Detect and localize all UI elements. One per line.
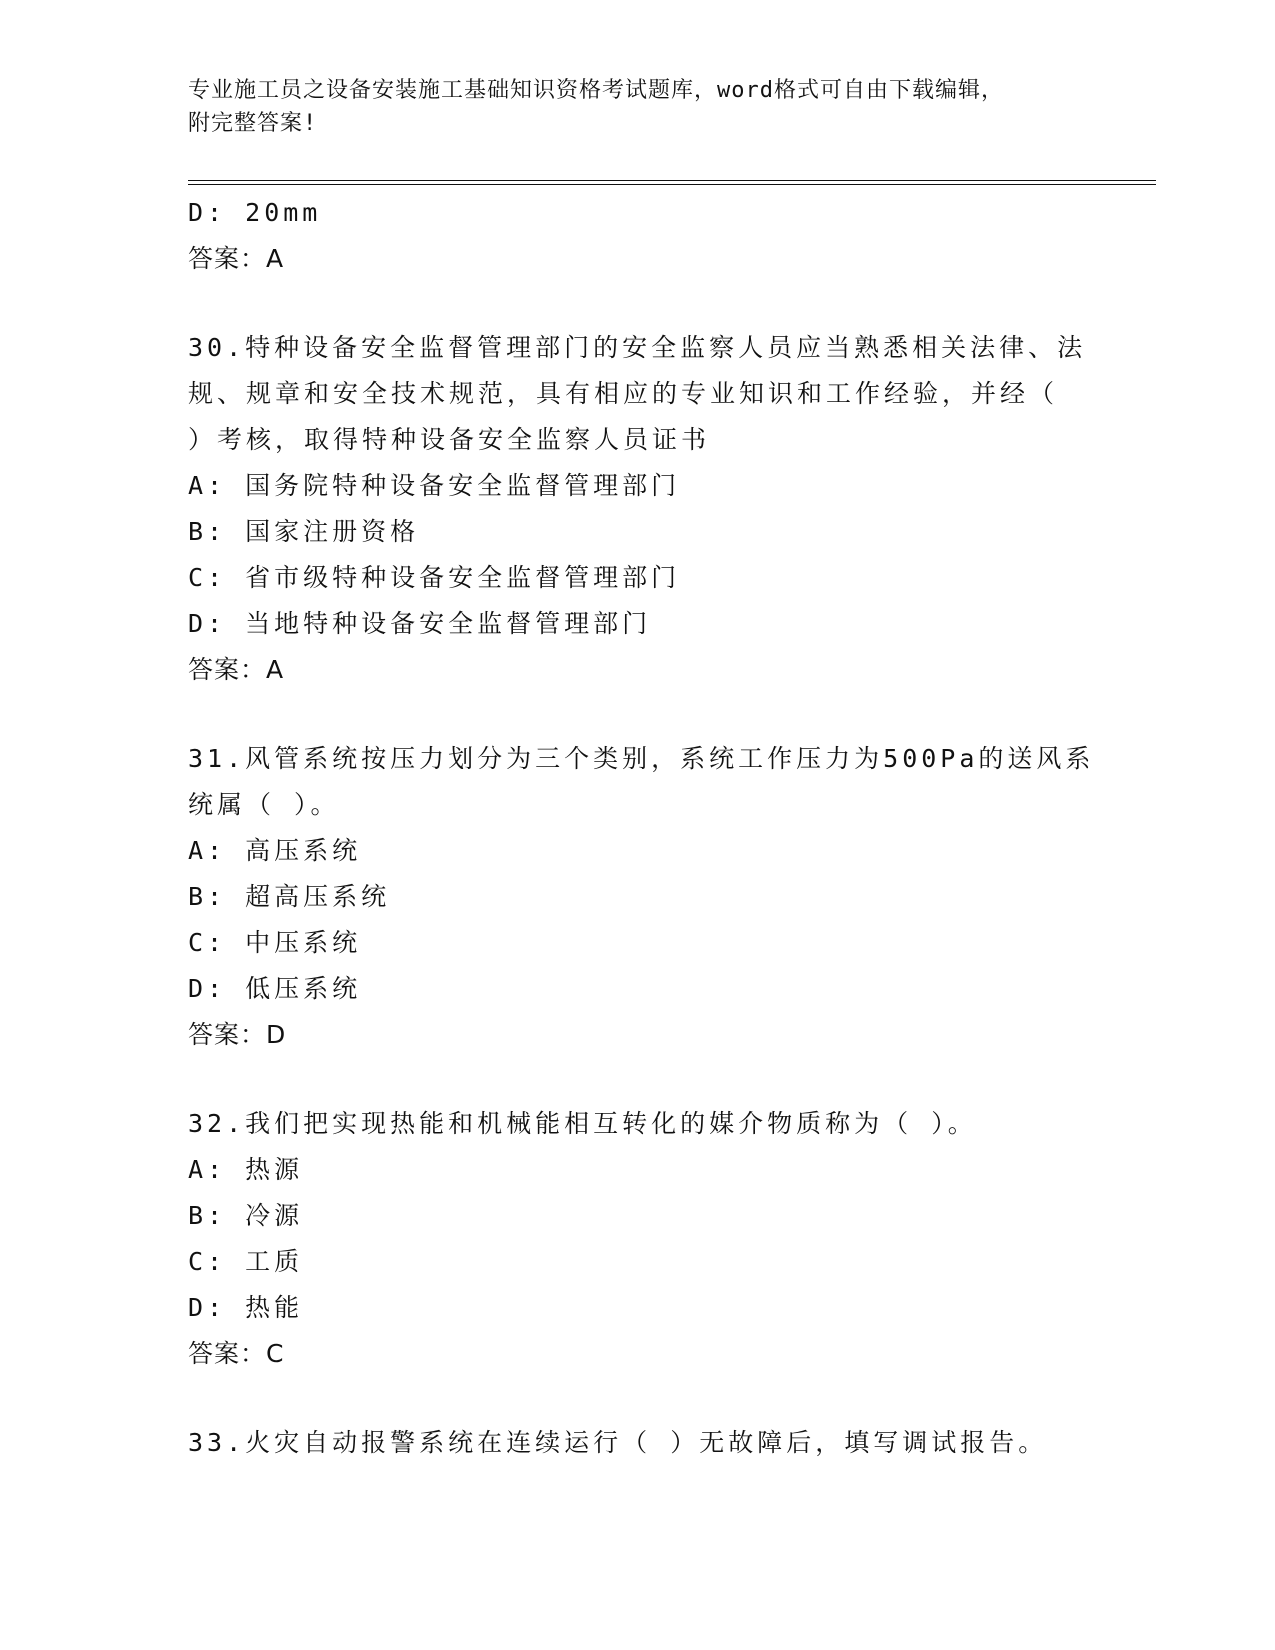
question-31-stem-line-2: 统属（ ）。 xyxy=(188,790,340,819)
question-32-option-d: D: 热能 xyxy=(188,1293,304,1322)
question-30-option-a: A: 国务院特种设备安全监督管理部门 xyxy=(188,471,681,500)
question-30-option-c: C: 省市级特种设备安全监督管理部门 xyxy=(188,563,681,592)
header-line-1: 专业施工员之设备安装施工基础知识资格考试题库，word格式可自由下载编辑， xyxy=(188,78,1004,103)
question-30-option-d: D: 当地特种设备安全监督管理部门 xyxy=(188,609,652,638)
question-30-option-b: B: 国家注册资格 xyxy=(188,517,420,546)
question-30-answer: 答案：A xyxy=(188,655,285,684)
question-31-option-c: C: 中压系统 xyxy=(188,928,362,957)
question-31-answer: 答案：D xyxy=(188,1020,287,1049)
question-32-option-b: B: 冷源 xyxy=(188,1201,304,1230)
question-32-option-a: A: 热源 xyxy=(188,1155,304,1184)
question-33 xyxy=(188,1420,1088,1466)
carryover-answer: 答案：A xyxy=(188,244,285,273)
question-33-stem-line-1: 33.火灾自动报警系统在连续运行（ ）无故障后，填写调试报告。 xyxy=(188,1428,1048,1457)
question-32-stem-line-1: 32.我们把实现热能和机械能相互转化的媒介物质称为（ ）。 xyxy=(188,1109,977,1138)
question-30 xyxy=(188,325,1088,693)
question-32 xyxy=(188,1101,1088,1377)
question-32-option-c: C: 工质 xyxy=(188,1247,304,1276)
question-31-option-d: D: 低压系统 xyxy=(188,974,362,1003)
document-body xyxy=(188,190,1095,1466)
question-30-stem-line-2: 规、规章和安全技术规范，具有相应的专业知识和工作经验，并经（ xyxy=(188,379,1059,408)
question-32-answer: 答案：C xyxy=(188,1339,285,1368)
header-line-2: 附完整答案! xyxy=(188,111,318,136)
question-31-option-a: A: 高压系统 xyxy=(188,836,362,865)
header-divider-top xyxy=(188,180,1156,181)
question-31-stem-line-1: 31.风管系统按压力划分为三个类别，系统工作压力为500Pa的送风系 xyxy=(188,744,1095,773)
document-header xyxy=(188,74,1088,140)
header-divider-bottom xyxy=(188,184,1156,185)
question-30-stem-line-3: ）考核，取得特种设备安全监察人员证书 xyxy=(188,425,711,454)
carryover-option-d: D: 20mm xyxy=(188,198,322,227)
question-31-option-b: B: 超高压系统 xyxy=(188,882,391,911)
question-30-stem-line-1: 30.特种设备安全监督管理部门的安全监察人员应当熟悉相关法律、法 xyxy=(188,333,1087,362)
question-31 xyxy=(188,736,1095,1058)
